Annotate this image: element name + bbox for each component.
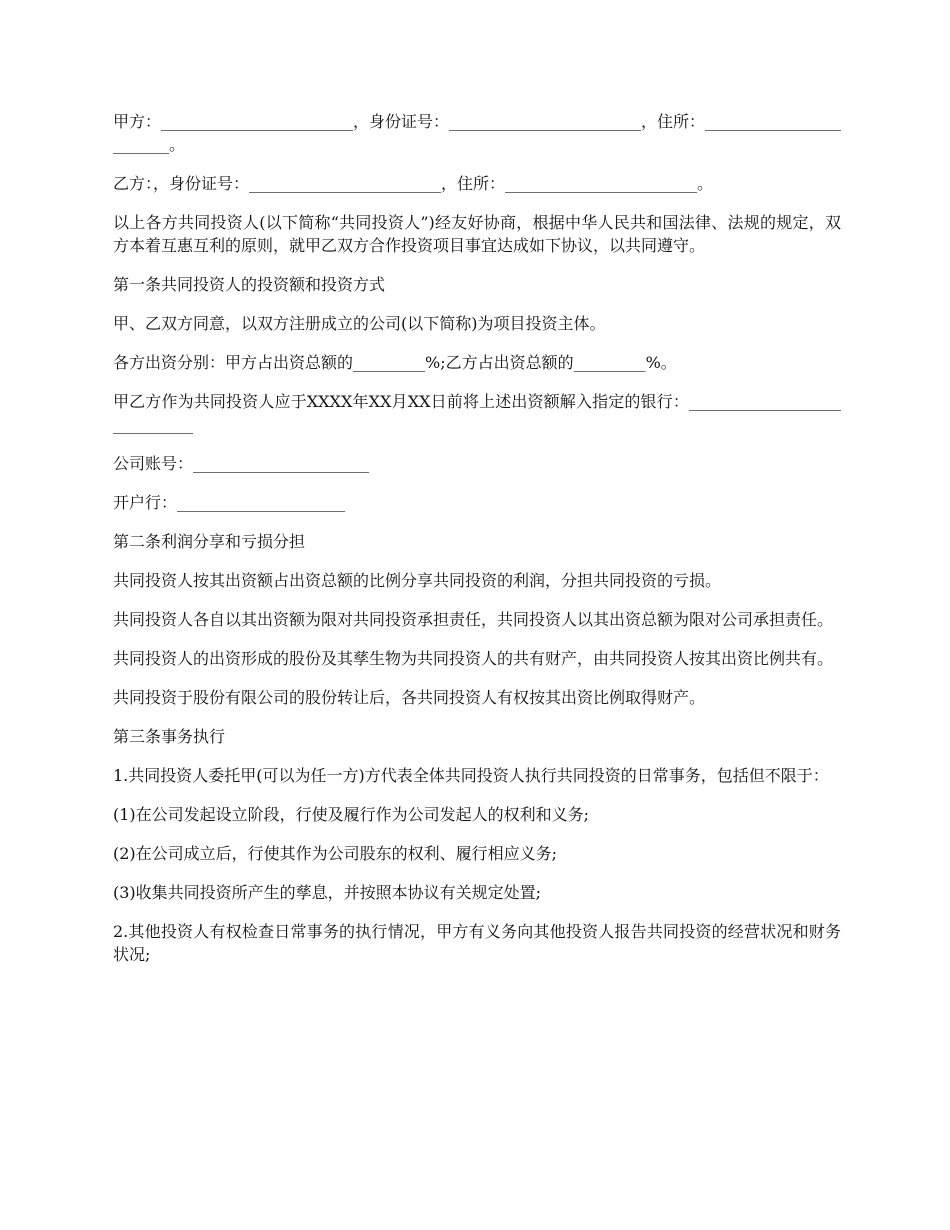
party-b-line: 乙方：，身份证号：________________________，住所：________________________。 [113, 174, 714, 193]
document-page [113, 110, 841, 982]
article-3-list-item: (2)在公司成立后，行使其作为公司股东的权利、履行相应义务; [113, 844, 558, 863]
article-2-paragraph: 共同投资人按其出资额占出资总额的比例分享共同投资的利润，分担共同投资的亏损。 [113, 571, 722, 590]
article-2-title: 第二条利润分享和亏损分担 [113, 532, 306, 551]
article-2-paragraph: 共同投资人的出资形成的股份及其孳生物为共同投资人的共有财产，由共同投资人按其出资比例共有。 [113, 649, 834, 668]
account-number-line: 公司账号：______________________ [113, 454, 370, 473]
article-1-paragraph: 甲乙方作为共同投资人应于XXXX年XX月XX日前将上述出资额解入指定的银行：_____________________________ [113, 392, 841, 434]
article-3-list-item: (1)在公司发起设立阶段，行使及履行作为公司发起人的权利和义务; [113, 805, 590, 824]
intro-paragraph: 以上各方共同投资人(以下简称“共同投资人”)经友好协商，根据中华人民共和国法律、法规的规定，双方本着互惠互利的原则，就甲乙双方合作投资项目事宜达成如下协议，以共同遵守。 [113, 213, 841, 255]
article-3-title: 第三条事务执行 [113, 727, 226, 746]
article-1-paragraph: 各方出资分别：甲方占出资总额的_________%;乙方占出资总额的_________%。 [113, 353, 677, 372]
bank-name-line: 开户行：_____________________ [113, 493, 346, 512]
article-3-list-item: (3)收集共同投资所产生的孳息，并按照本协议有关规定处置; [113, 883, 542, 902]
article-2-paragraph: 共同投资于股份有限公司的股份转让后，各共同投资人有权按其出资比例取得财产。 [113, 688, 706, 707]
article-1-title: 第一条共同投资人的投资额和投资方式 [113, 275, 386, 294]
party-a-line: 甲方：________________________，身份证号：________________________，住所：________________________。 [113, 112, 842, 154]
article-1-paragraph: 甲、乙双方同意，以双方注册成立的公司(以下简称)为项目投资主体。 [113, 314, 606, 333]
article-2-paragraph: 共同投资人各自以其出资额为限对共同投资承担责任，共同投资人以其出资总额为限对公司承担责任。 [113, 610, 834, 629]
article-3-paragraph: 2.其他投资人有权检查日常事务的执行情况，甲方有义务向其他投资人报告共同投资的经营状况和财务状况; [113, 922, 841, 964]
article-3-paragraph: 1.共同投资人委托甲(可以为任一方)方代表全体共同投资人执行共同投资的日常事务，包括但不限于： [113, 766, 829, 785]
